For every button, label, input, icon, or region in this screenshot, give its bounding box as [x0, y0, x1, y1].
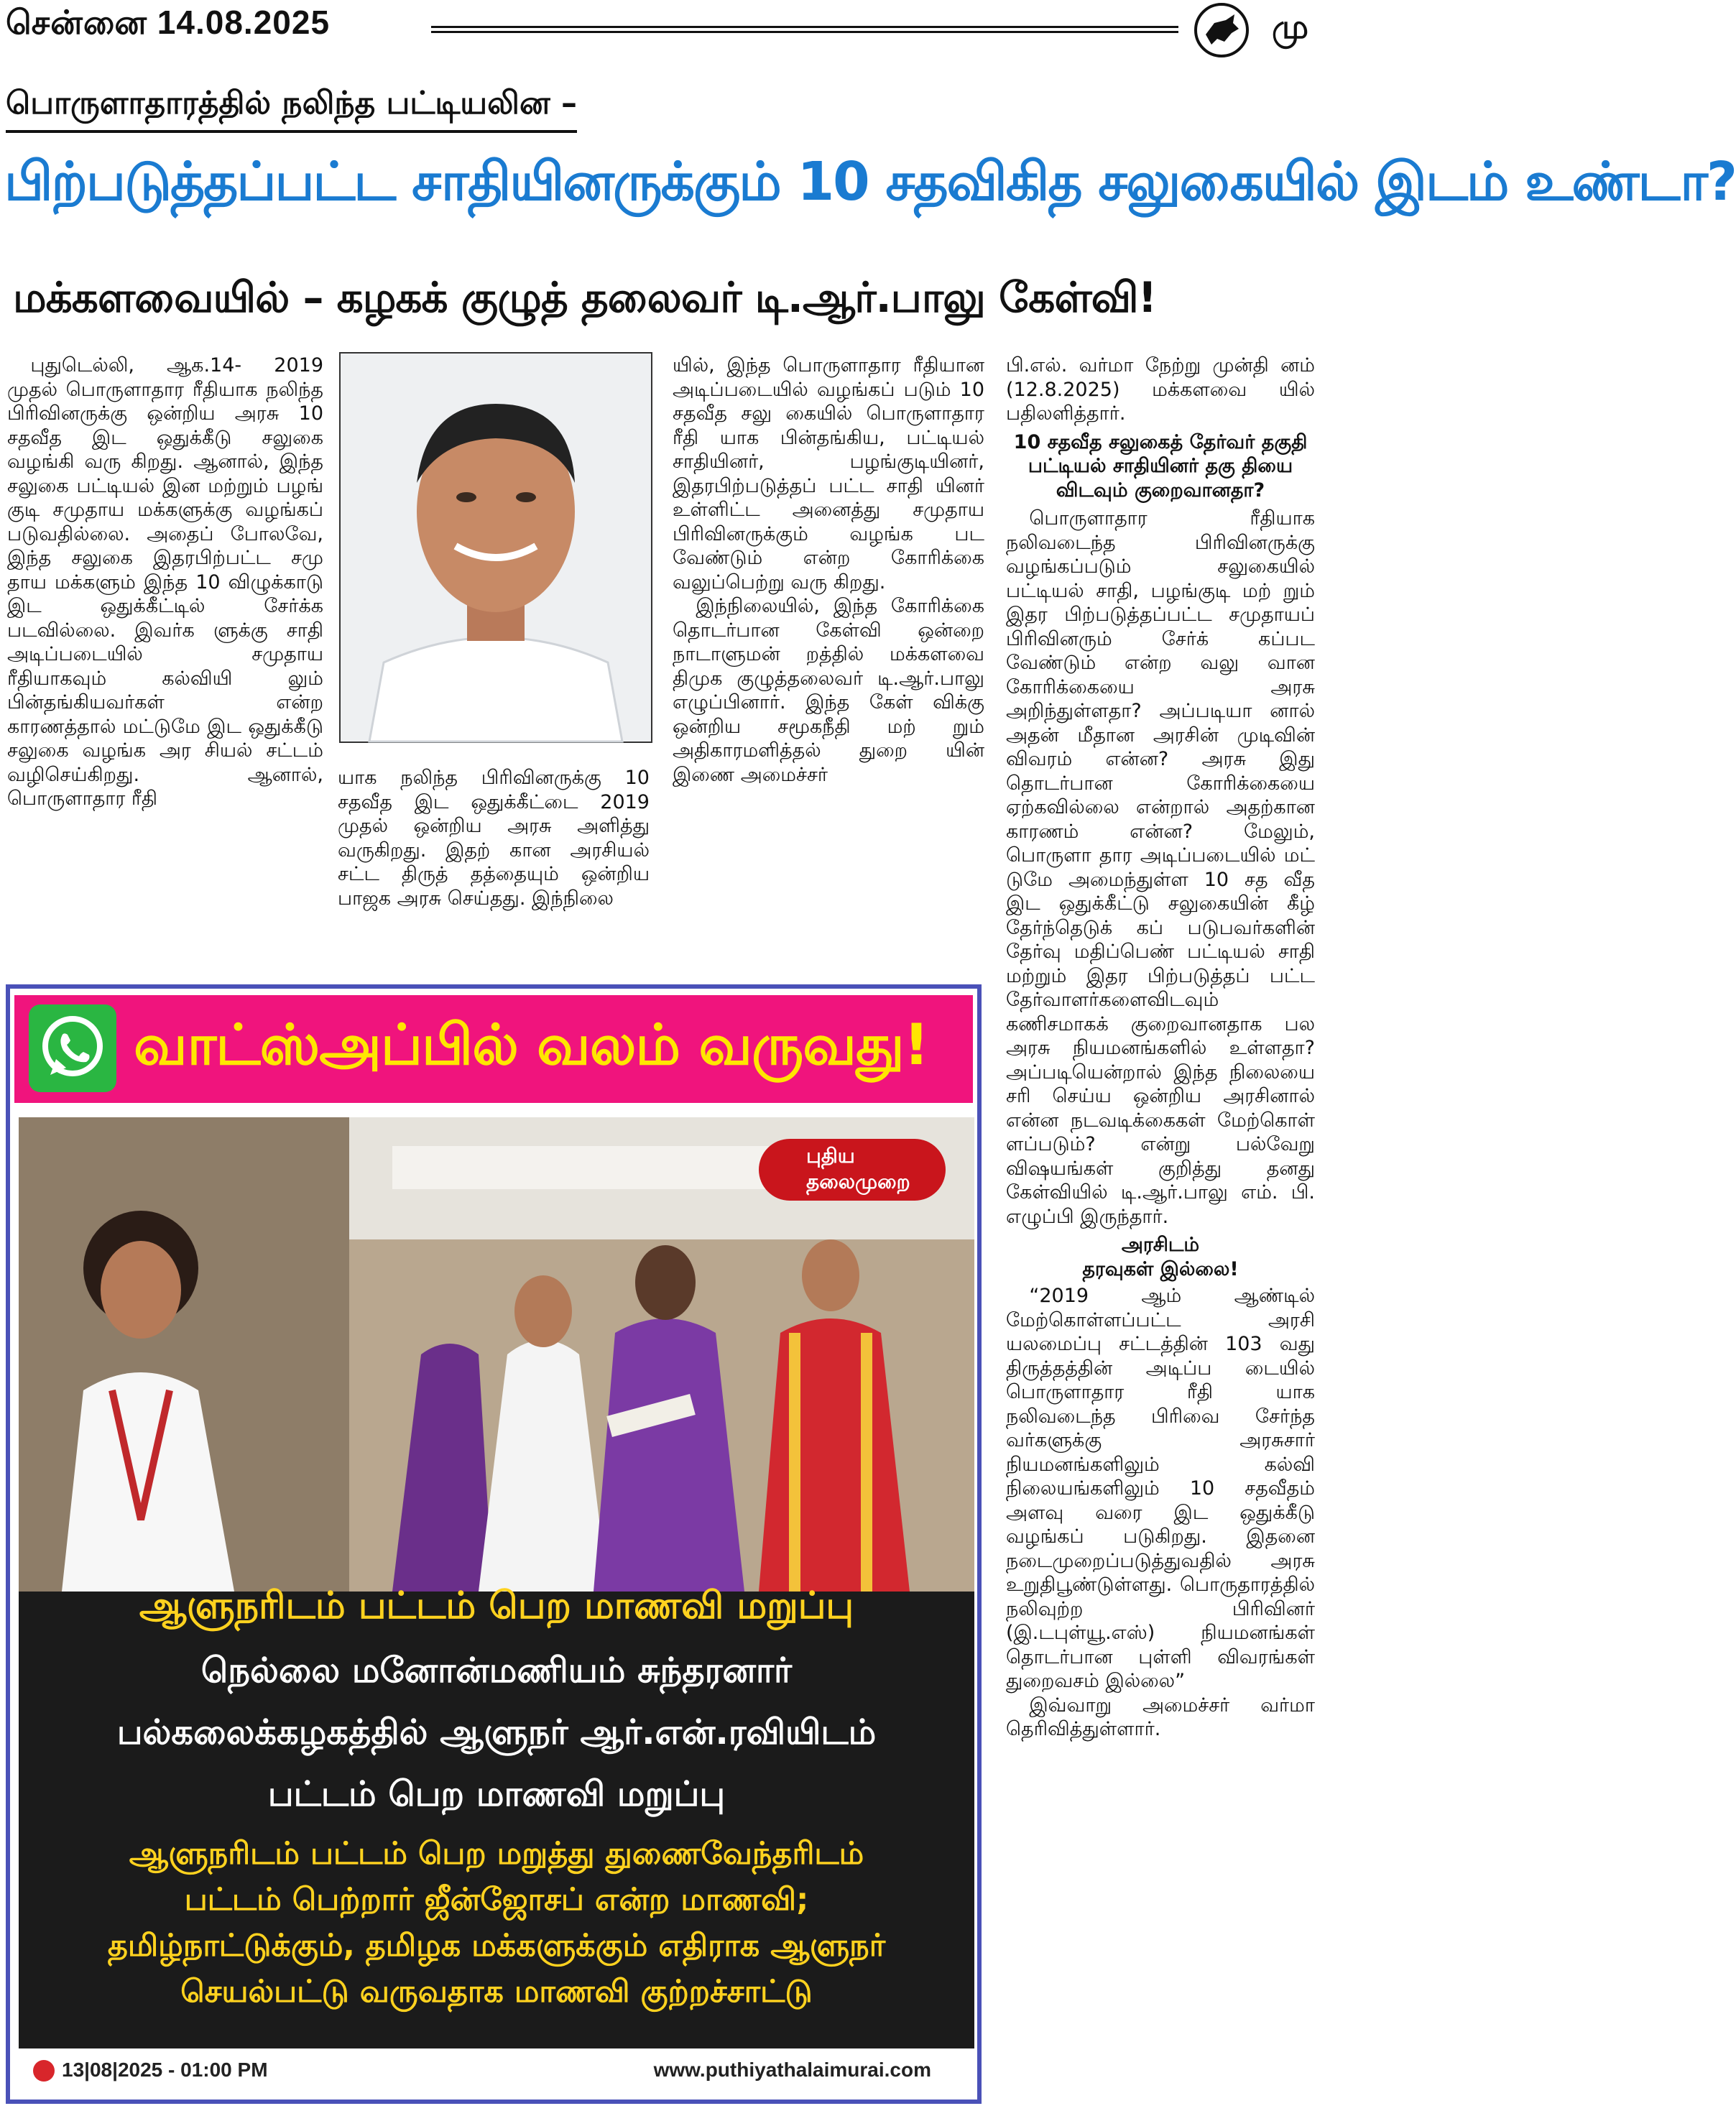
whatsapp-icon: [29, 1004, 116, 1092]
article-headline: பிற்படுத்தப்பட்ட சாதியினருக்கும் 10 சதவிகித சலுகையில் இடம் உண்டா?: [4, 151, 1736, 213]
article-column-4: [1006, 354, 1315, 1742]
article-paragraph: பொருளாதார ரீதியாக நலிவடைந்த பிரிவினருக்கு வழங்கப்படும் சலுகையில் பட்டியல் சாதி, பழங்குடி மற் றும் இதர பிற்படுத்தப்பட்ட சமுதாயப் பிரிவினரும் சேர்க் கப்பட வேண்டும் என்ற வலு வான கோரிக்கையை அரசு அறிந்துள்ளதா? அப்படியா னால் அதன் மீதான அரசின் முடிவின் விவரம் என்ன? அரசு இது தொடர்பான கோரிக்கையை ஏற்கவில்லை என்றால் அதற்கான காரணம் என்ன? மேலும், பொருளா தார அடிப்படையில் மட் டுமே அமைந்துள்ள 10 சத வீத இட ஒதுக்கீட்டு சலுகையின் கீழ் தேர்ந்தெடுக் கப் படுபவர்களின் தேர்வு மதிப்பெண் பட்டியல் சாதி மற்றும் இதர பிற்படுத்தப் பட்ட தேர்வாளர்களைவிடவும் கணிசமாகக் குறைவானதாக பல அரசு நியமனங்களில் உள்ளதா?அப்படியென்றால் இந்த நிலையை சரி செய்ய ஒன்றிய அரசினால் என்ன நடவடிக்கைகள் மேற்கொள் ளப்படும்? என்று பல்வேறு விஷயங்கள் குறித்து தனது கேள்வியில் டி.ஆர்.பாலு எம். பி. எழுப்பி இருந்தார்.: [1006, 507, 1315, 1228]
article-paragraph: இந்நிலையில், இந்த கோரிக்கை தொடர்பான கேள்வி ஒன்றை நாடாளுமன் றத்தில் மக்களவை திமுக குழுத்தலைவர் டி.ஆர்.பாலு எழுப்பினார். இந்த கேள் விக்கு ஒன்றிய சமூகநீதி மற் றும் அதிகாரமளித்தல் துறை யின் இணை அமைச்சர்: [673, 595, 984, 786]
article-paragraph: “2019 ஆம் ஆண்டில் மேற்கொள்ளப்பட்ட அரசி யலமைப்பு சட்டத்தின் 103 வது திருத்தத்தின் அடிப்ப டையில் பொருளாதார ரீதி யாக நலிவடைந்த பிரிவை சேர்ந்த வர்களுக்கு அரசுசார் நியமனங்களிலும் கல்வி நிலையங்களிலும் 10 சதவீதம் அளவு வரை இட ஒதுக்கீடு வழங்கப் படுகிறது. இதனை நடைமுறைப்படுத்துவதில் அரசு உறுதிபூண்டுள்ளது. பொருதாரத்தில் நலிவுற்ற பிரிவினர் (இ.டபுள்யூ.எஸ்) நியமனங்கள் தொடர்பான புள்ளி விவரங்கள் துறைவசம் இல்லை”: [1006, 1285, 1315, 1692]
article-subheading: தரவுகள் இல்லை!: [1082, 1257, 1239, 1280]
news-card: [19, 1117, 974, 2094]
card-text-line: செயல்பட்டு வருவதாக மாணவி குற்றச்சாட்டு: [180, 1974, 813, 2010]
card-text-line: ஆளுநரிடம் பட்டம் பெற மறுத்து துணைவேந்தரிடம்: [129, 1836, 864, 1872]
portrait-photo: [339, 352, 652, 743]
article-paragraph: பி.எல். வர்மா நேற்று முன்தி னம் (12.8.2025) மக்களவை யில் பதிலளித்தார்.: [1006, 354, 1315, 425]
article-subheading: அரசிடம்: [1121, 1234, 1200, 1256]
masthead-date: சென்னை 14.08.2025: [6, 4, 331, 41]
card-text-line: பட்டம் பெற மாணவி மறுப்பு: [267, 1774, 726, 1814]
masthead-rule: [431, 26, 1178, 33]
bull-icon: [1193, 1, 1250, 59]
card-url: www.puthiyathalaimurai.com: [653, 2059, 931, 2081]
article-column-3: [673, 354, 984, 787]
article-column-2: [338, 766, 650, 910]
page-mark: மு: [1272, 7, 1309, 46]
article-subheading: 10 சதவீத சலுகைத் தேர்வர் தகுதி பட்டியல் சாதியினர் தகு தியை விடவும் குறைவானதா?: [1013, 430, 1308, 502]
article-paragraph: யாக நலிந்த பிரிவினருக்கு 10 சதவீத இட ஒதுக்கீட்டை 2019 முதல் ஒன்றிய அரசு அளித்து வருகிறது. இதற் கான அரசியல் சட்ட திருத் தத்தையும் ஒன்றிய பாஜக அரசு செய்தது. இந்நிலை: [338, 767, 650, 910]
card-headline: ஆளுநரிடம் பட்டம் பெற மாணவி மறுப்பு: [139, 1584, 854, 1627]
card-footer: [19, 2048, 974, 2094]
article-kicker: பொருளாதாரத்தில் நலிந்த பட்டியலின –: [6, 85, 577, 133]
channel-logo-text: புதிய தலைமுறை: [806, 1144, 910, 1193]
card-text-line: பட்டம் பெற்றார் ஜீன்ஜோசப் என்ற மாணவி;: [184, 1882, 809, 1918]
whatsapp-banner-title: வாட்ஸ்அப்பில் வலம் வருவது!: [134, 1013, 929, 1078]
article-column-1: [7, 354, 323, 811]
card-text-line: நெல்லை மனோன்மணியம் சுந்தரனார்: [200, 1650, 793, 1691]
card-timestamp: 13|08|2025 - 01:00 PM: [62, 2059, 268, 2081]
card-text-line: பல்கலைக்கழகத்தில் ஆளுநர் ஆர்.என்.ரவியிடம்: [116, 1712, 877, 1752]
article-subhead: மக்களவையில் – கழகக் குழுத் தலைவர் டி.ஆர்.பாலு கேள்வி!: [13, 273, 1157, 322]
article-paragraph: யில், இந்த பொருளாதார ரீதியான அடிப்படையில் வழங்கப் படும் 10 சதவீத சலு கையில் பொருளாதார ரீதி யாக பின்தங்கிய, பட்டியல் சாதியினர், பழங்குடியினர், இதரபிற்படுத்தப் பட்ட சாதி யினர் உள்ளிட்ட அனைத்து சமுதாய பிரிவினருக்கும் வழங்க பட வேண்டும் என்ற கோரிக்கை வலுப்பெற்று வரு கிறது.: [673, 354, 984, 593]
article-paragraph: புதுடெல்லி, ஆக.14- 2019 முதல் பொருளாதார ரீதியாக நலிந்த பிரிவினருக்கு ஒன்றிய அரசு 10 சதவீத இட ஒதுக்கீடு சலுகை வழங்கி வரு கிறது. ஆனால், இந்த சலுகை பட்டியல் இன மற்றும் பழங் குடி சமுதாய மக்களுக்கு வழங்கப் படுவதில்லை. அதைப் போலவே, இந்த சலுகை இதரபிற்பட்ட சமு தாய மக்களும் இந்த 10 விழுக்காடு இட ஒதுக்கீட்டில் சேர்க்க படவில்லை. இவர்க ளுக்கு சாதி அடிப்படையில் சமுதாய ரீதியாகவும் கல்வியி லும் பின்தங்கியவர்கள் என்ற காரணத்தால் மட்டுமே இட ஒதுக்கீடு சலுகை வழங்க அர சியல் சட்டம் வழிசெய்கிறது. ஆனால், பொருளாதார ரீதி: [7, 354, 323, 810]
clock-icon: [33, 2060, 55, 2082]
card-text-line: தமிழ்நாட்டுக்கும், தமிழக மக்களுக்கும் எதிராக ஆளுநர்: [107, 1928, 886, 1964]
article-paragraph: இவ்வாறு அமைச்சர் வர்மா தெரிவித்துள்ளார்.: [1006, 1694, 1315, 1740]
